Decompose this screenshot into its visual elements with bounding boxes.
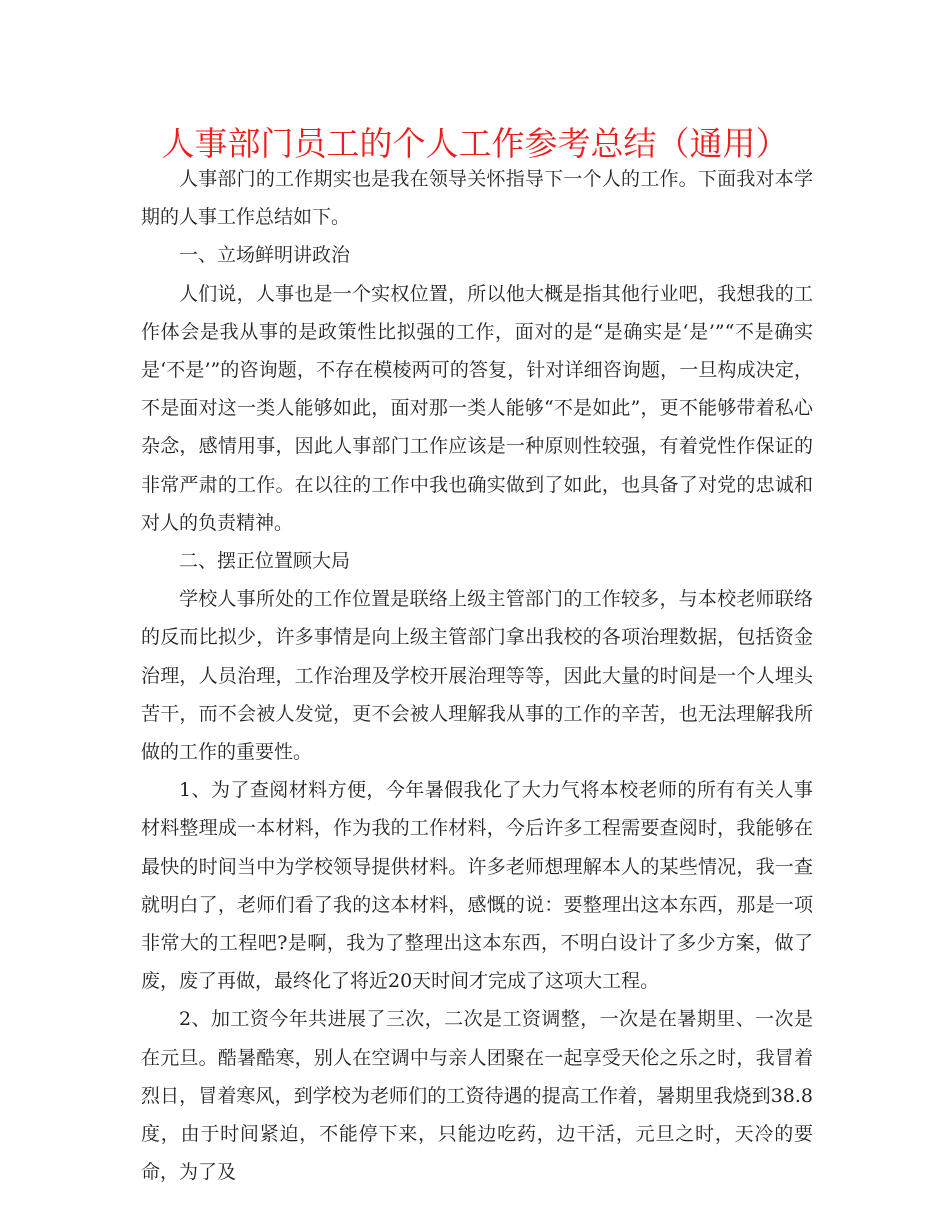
- section-2-paragraph: 学校人事所处的工作位置是联络上级主管部门的工作较多，与本校老师联络的反而比拟少，许多事情是向上级主管部门拿出我校的各项治理数据，包括资金治理，人员治理，工作治理及学校开展治理等等，因此大量的时间是一个人埋头苦干，而不会被人发觉，更不会被人理解我从事的工作的辛苦，也无法理解我所做的工作的重要性。: [141, 588, 813, 764]
- item-2-paragraph: 2、加工资今年共进展了三次，二次是工资调整，一次是在暑期里、一次是在元旦。酷暑酷寒，别人在空调中与亲人团聚在一起享受天伦之乐之时，我冒着烈日，冒着寒风，到学校为老师们的工资待遇的提高工作着，暑期里我烧到38.8度，由于时间紧迫，不能停下来，只能边吃药，边干活，元旦之时，天冷的要命，为了及: [141, 1008, 813, 1184]
- section-1-paragraph: 人们说，人事也是一个实权位置，所以他大概是指其他行业吧，我想我的工作体会是我从事的是政策性比拟强的工作，面对的是“是确实是‘是’”“不是确实是‘不是’”的咨询题，不存在模棱两可的答复，针对详细咨询题，一旦构成决定，不是面对这一类人能够如此，面对那一类人能够“不是如此”，更不能够带着私心杂念，感情用事，因此人事部门工作应该是一种原则性较强，有着党性作保证的非常严肃的工作。在以往的工作中我也确实做到了如此，也具备了对党的忠诚和对人的负责精神。: [141, 282, 813, 534]
- document-body: [141, 160, 813, 1191]
- intro-paragraph: 人事部门的工作期实也是我在领导关怀指导下一个人的工作。下面我对本学期的人事工作总结如下。: [141, 168, 813, 229]
- document-title: 人事部门员工的个人工作参考总结（通用）: [161, 124, 789, 163]
- section-heading-2: 二、摆正位置顾大局: [179, 550, 351, 573]
- section-heading-1: 一、立场鲜明讲政治: [179, 244, 351, 267]
- item-1-paragraph: 1、为了查阅材料方便，今年暑假我化了大力气将本校老师的所有有关人事材料整理成一本材料，作为我的工作材料，今后许多工程需要查阅时，我能够在最快的时间当中为学校领导提供材料。许多老师想理解本人的某些情况，我一查就明白了，老师们看了我的这本材料，感慨的说：要整理出这本东西，那是一项非常大的工程吧?是啊，我为了整理出这本东西，不明白设计了多少方案，做了废，废了再做，最终化了将近20天时间才完成了这项大工程。: [141, 779, 813, 993]
